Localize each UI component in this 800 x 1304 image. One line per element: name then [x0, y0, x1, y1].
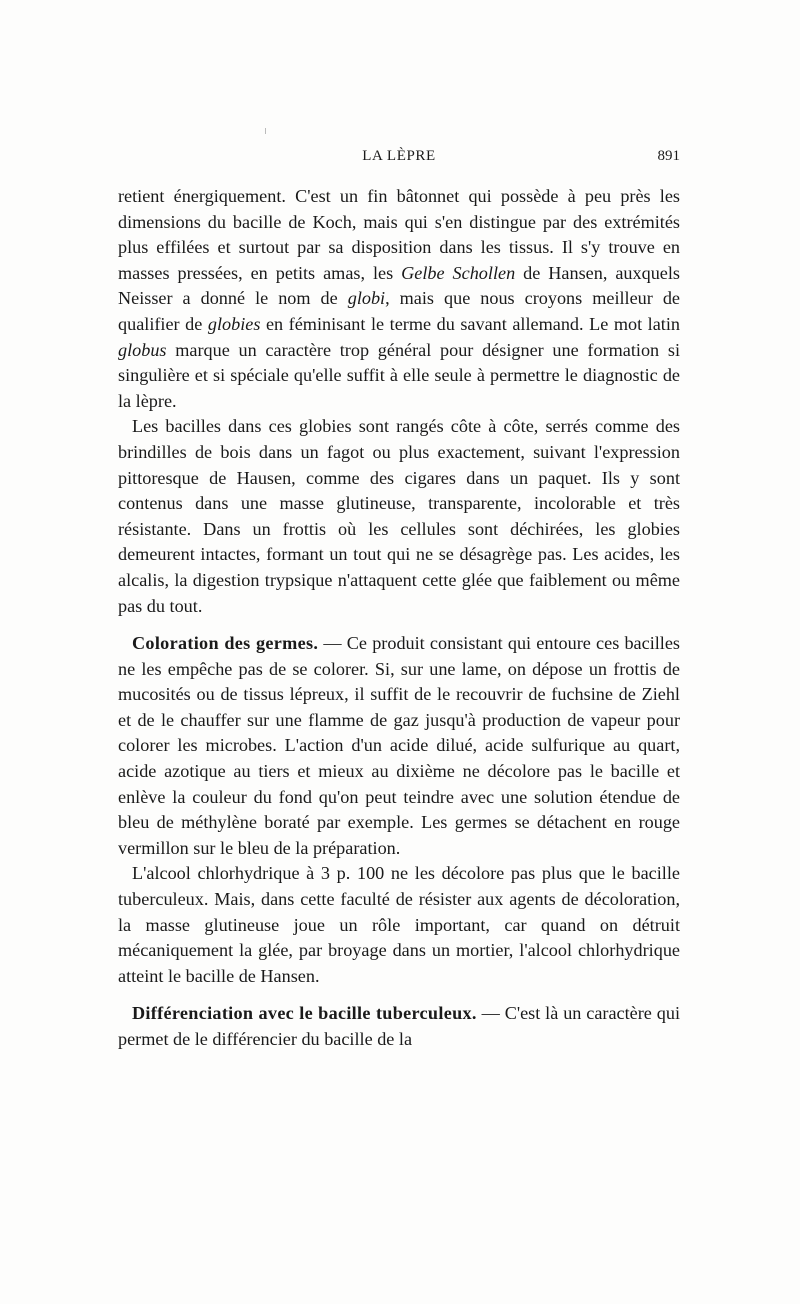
text-run: , mais que nous croyons meilleur de qualifier de	[118, 288, 680, 334]
paragraph	[118, 1001, 680, 1052]
paragraph	[118, 861, 680, 989]
page-number: 891	[657, 148, 680, 164]
text-run: de Hansen, auxquels Neisser a donné le nom de	[118, 262, 680, 309]
section-heading: Différenciation avec le bacille tuberculeux.	[132, 1003, 477, 1024]
text-run: — Ce produit consistant qui entoure ces bacilles ne les empêche pas de se colorer. Si, sur une lame, on dépose un frottis de mucosités ou de tissus lépreux, il suffit de le recouvrir de fuchsine de Ziehl et de le chauffer sur une flamme de gaz jusqu'à production de vapeur pour colorer les microbes. L'action d'un acide dilué, acide sulfurique au quart, acide azotique au tiers et mieux au dixième ne décolore pas le bacille et enlève la couleur du fond qu'on peut teindre avec une solution étendue de bleu de méthylène boraté par exemple. Les germes se détachent en rouge vermillon sur le bleu de la préparation.	[118, 633, 681, 858]
italic-term: Gelbe Schollen	[401, 262, 516, 283]
paragraph	[118, 184, 680, 414]
running-title: LA LÈPRE	[362, 148, 436, 164]
paragraph	[118, 414, 680, 619]
text-run: marque un caractère trop général pour désigner une formation si singulière et si spéciale qu'elle suffit à elle seule à permettre le diagnostic de la lèpre.	[118, 339, 680, 411]
italic-term: globies	[207, 313, 261, 334]
text-run: retient énergiquement. C'est un fin bâtonnet qui possède à peu près les dimensions du bacille de Koch, mais qui s'en distingue par des extrémités plus effilées et surtout par sa disposition dans les tissus. Il s'y trouve en masses pressées, en petits amas, les	[118, 186, 680, 283]
italic-term: globus	[118, 339, 167, 360]
text-run: en féminisant le terme du savant allemand. Le mot latin	[260, 313, 681, 334]
body-text	[118, 184, 680, 1053]
scan-mark	[265, 128, 266, 134]
italic-term: globi	[347, 288, 386, 309]
paragraph	[118, 631, 680, 861]
text-run: Les bacilles dans ces globies sont rangés côte à côte, serrés comme des brindilles de bois dans un fagot ou plus exactement, suivant l'expression pittoresque de Hausen, comme des cigares dans un paquet. Ils y sont contenus dans une masse glutineuse, transparente, incolorable et très résistante. Dans un frottis où les cellules sont déchirées, les globies demeurent intactes, formant un tout qui ne se désagrège pas. Les acides, les alcalis, la digestion trypsique n'attaquent cette glée que faiblement ou même pas du tout.	[118, 416, 680, 616]
text-run: — C'est là un caractère qui permet de le différencier du bacille de la	[118, 1003, 680, 1049]
text-run: L'alcool chlorhydrique à 3 p. 100 ne les décolore pas plus que le bacille tuberculeux. Mais, dans cette faculté de résister aux agents de décoloration, la masse glutineuse joue un rôle important, car quand on détruit mécaniquement la glée, par broyage dans un mortier, l'alcool chlorhydrique atteint le bacille de Hansen.	[118, 863, 680, 986]
page-header	[118, 146, 680, 170]
section-heading: Coloration des germes.	[132, 633, 319, 654]
